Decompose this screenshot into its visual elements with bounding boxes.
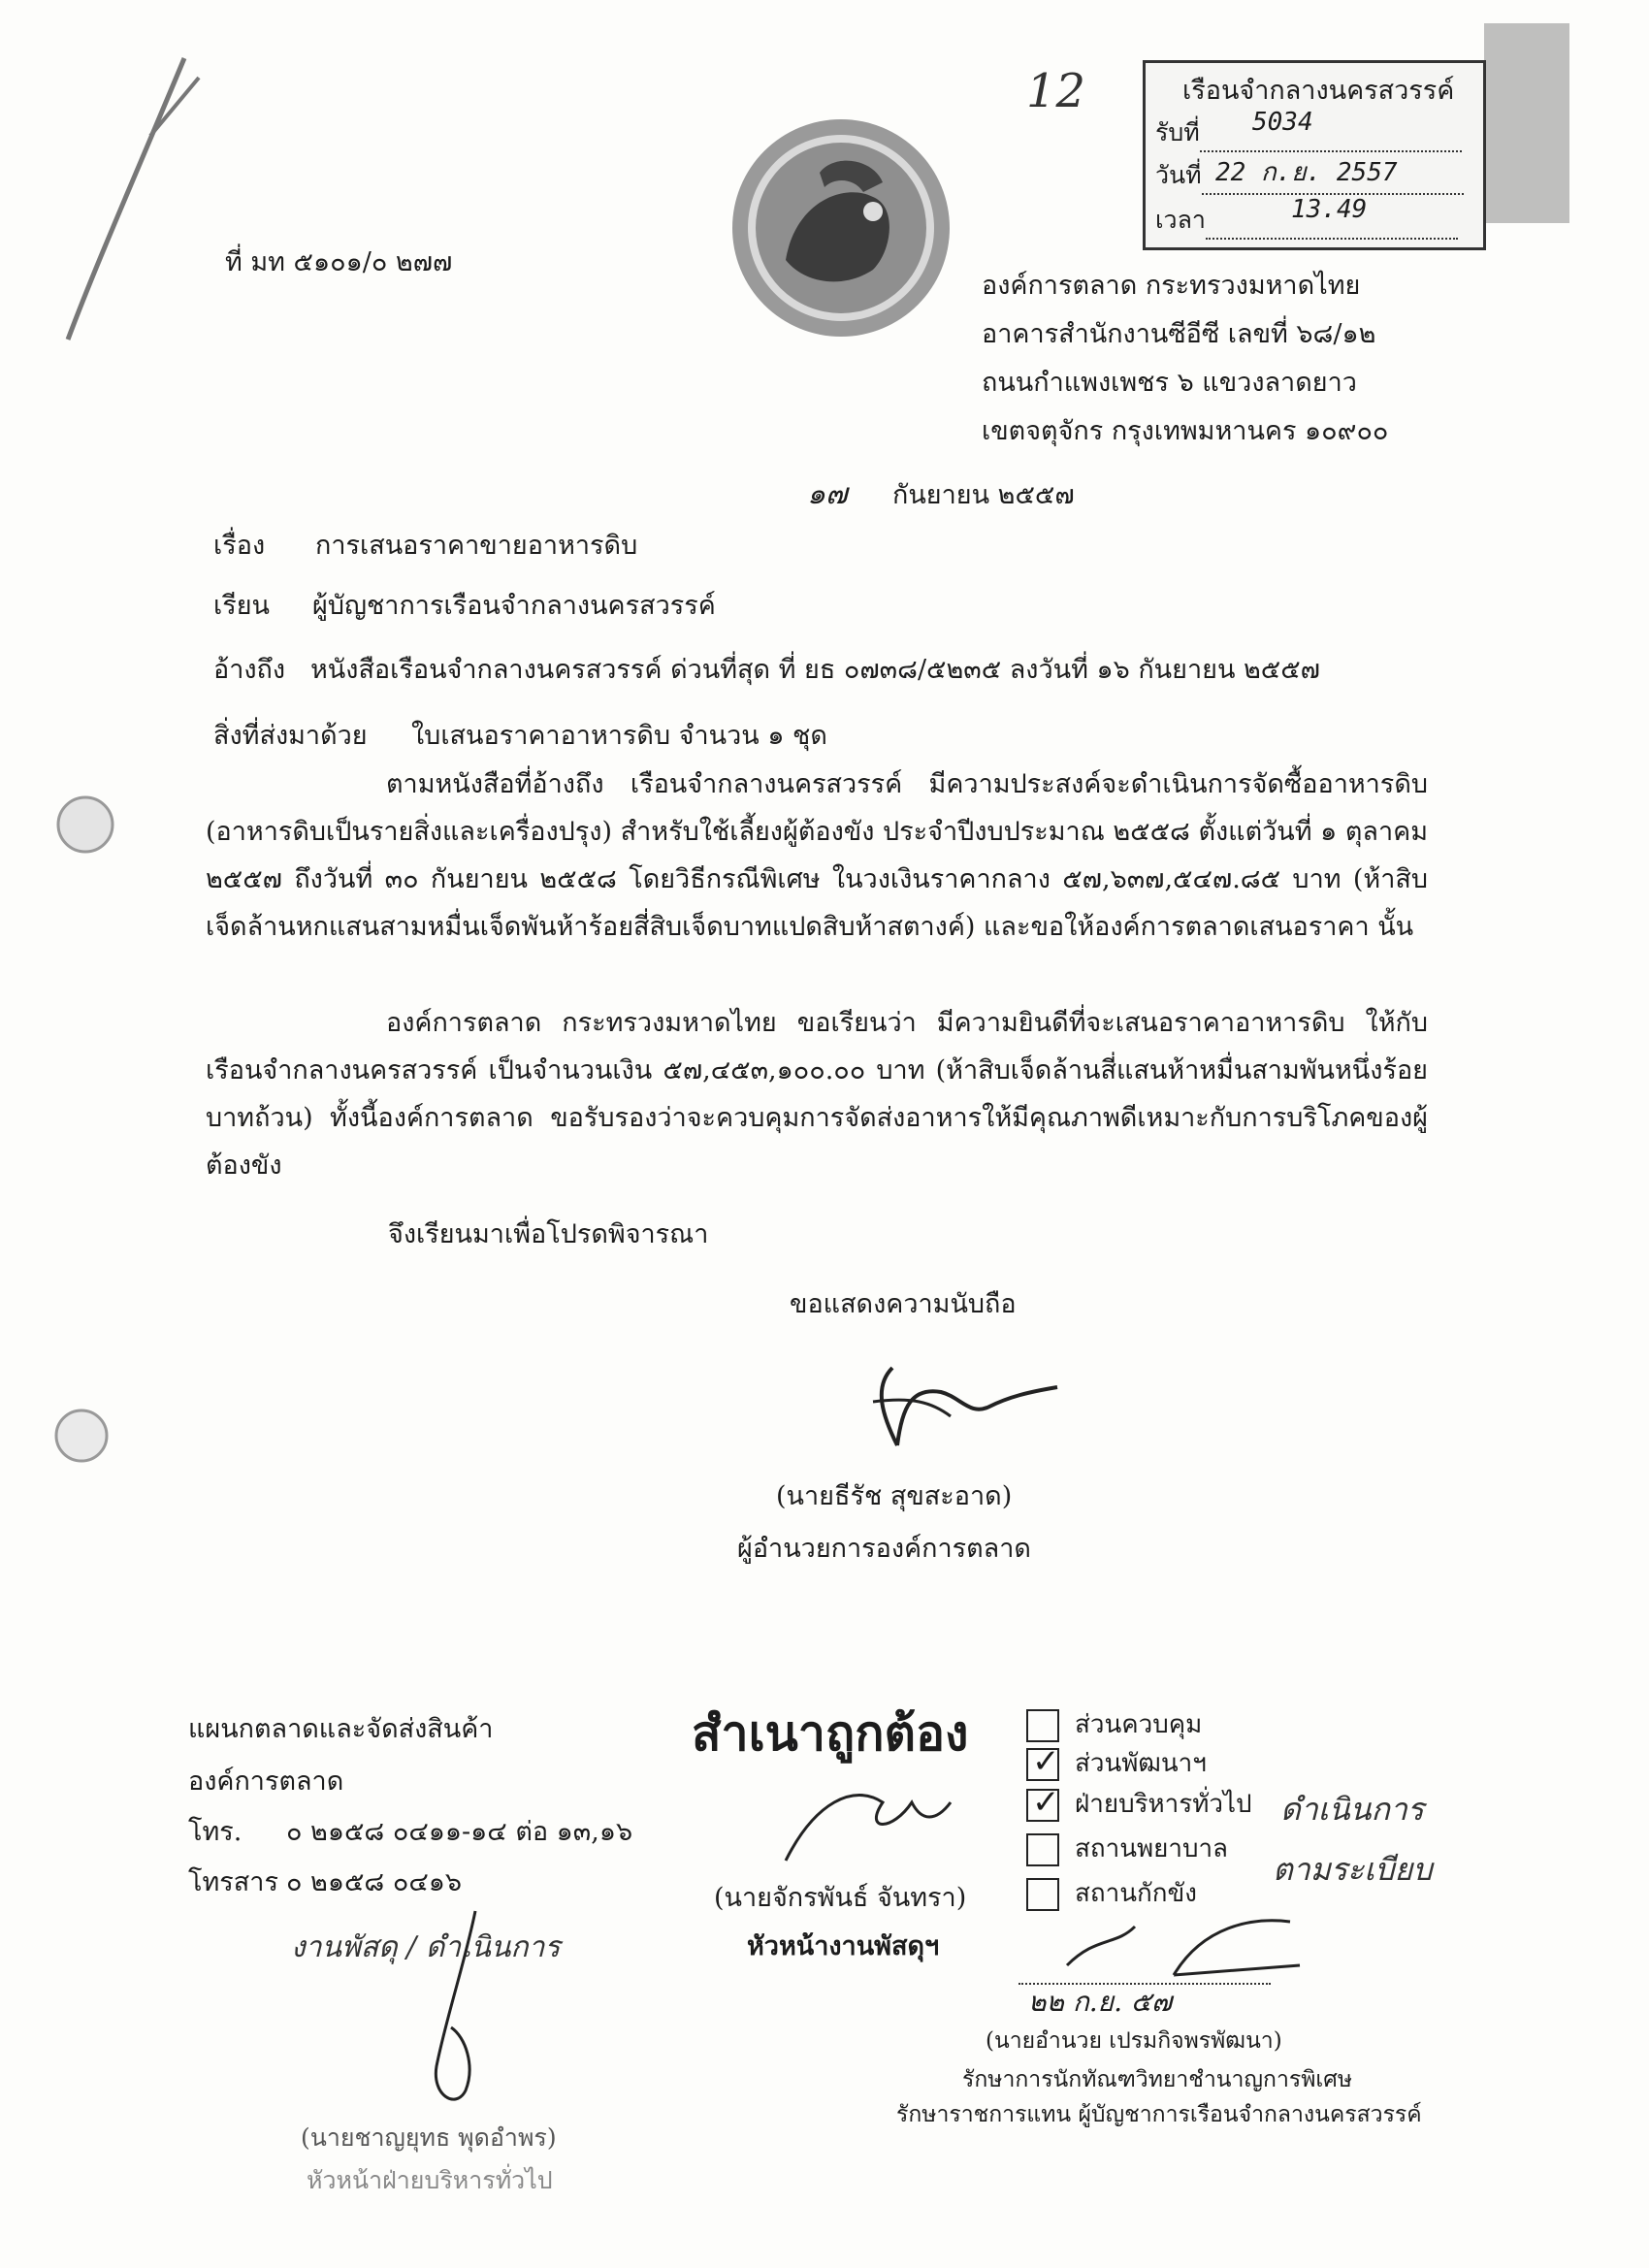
checkmark-icon: ✓ (1032, 1742, 1060, 1781)
stamp-time-label: เวลา (1155, 206, 1206, 234)
signature-approver (1057, 1907, 1310, 1985)
letter-date-day: ๑๗ (807, 477, 848, 511)
stamp-date-label: วันที่ (1155, 161, 1202, 189)
bottom-left-note: งานพัสดุ / ดำเนินการ (291, 1930, 561, 1964)
stamp-title: เรือนจำกลางนครสวรรค์ (1182, 76, 1455, 106)
contact-tel: ๐ ๒๑๕๘ ๐๔๑๑-๑๔ ต่อ ๑๓,๑๖ (286, 1817, 633, 1847)
hole-punch-mark (47, 786, 124, 863)
document-number: ที่ มท ๕๑๐๑/๐ ๒๗๗ (225, 247, 453, 277)
page-number: 12 (1026, 64, 1086, 118)
subject-text: การเสนอราคาขายอาหารดิบ (315, 531, 638, 561)
checkbox[interactable] (1026, 1709, 1059, 1742)
signer-title: ผู้อำนวยการองค์การตลาด (737, 1534, 1031, 1564)
letter-date: กันยายน ๒๕๕๗ (892, 480, 1075, 510)
contact-fax: ๐ ๒๑๕๘ ๐๔๑๖ (286, 1867, 463, 1897)
signature-director (854, 1348, 1077, 1474)
receipt-stamp (1143, 60, 1486, 250)
reference-text: หนังสือเรือนจำกลางนครสวรรค์ ด่วนที่สุด ที่ ยธ ๐๗๓๘/๕๒๓๕ ลงวันที่ ๑๖ กันยายน ๒๕๕๗ (310, 655, 1320, 685)
routing-item-development[interactable] (1026, 1742, 1207, 1783)
body-paragraph-2 (206, 999, 1428, 1189)
routing-item-label: สถานกักขัง (1075, 1879, 1197, 1908)
sender-line-2: อาคารสำนักงานซีอีซี เลขที่ ๖๘/๑๒ (982, 319, 1376, 349)
contact-organization: องค์การตลาด (188, 1766, 344, 1797)
regards-text: ขอแสดงความนับถือ (790, 1289, 1017, 1319)
routing-item-general-admin[interactable] (1026, 1783, 1252, 1824)
routing-item-infirmary[interactable] (1026, 1831, 1228, 1868)
sender-line-1: องค์การตลาด กระทรวงมหาดไทย (982, 271, 1361, 301)
admin-head-name: (นายชาญยุทธ พุดอำพร) (301, 2123, 557, 2152)
contact-tel-label: โทร. (188, 1817, 242, 1847)
checkbox[interactable] (1026, 1878, 1059, 1911)
body-paragraph-1-text: ตามหนังสือที่อ้างถึง เรือนจำกลางนครสวรรค์ มีความประสงค์จะดำเนินการจัดซื้ออาหารดิบ (อาหารดิบเป็นรายสิ่งและเครื่องปรุง) สำหรับใช้เลี้ยงผู้ต้องขัง ประจำปีงบประมาณ ๒๕๕๘ ตั้งแต่วันที่ ๑ ตุลาคม ๒๕๕๗ ถึงวันที่ ๓๐ กันยายน ๒๕๕๘ โดยวิธีกรณีพิเศษ ในวงเงินราคากลาง ๕๗,๖๓๗,๕๔๗.๘๕ บาท (ห้าสิบเจ็ดล้านหกแสนสามหมื่นเจ็ดพันห้าร้อยสี่สิบเจ็ดบาทแปดสิบห้าสตางค์) และขอให้องค์การตลาดเสนอราคา นั้น (206, 769, 1428, 942)
garuda-seal-icon (728, 114, 954, 341)
stamp-time-value: 13.49 (1291, 195, 1368, 224)
to-label: เรียน (213, 591, 271, 621)
signature-admin-head (407, 1901, 524, 2124)
contact-fax-label: โทรสาร (188, 1867, 278, 1897)
sender-line-3: ถนนกำแพงเพชร ๖ แขวงลาดยาว (982, 368, 1357, 398)
pen-stroke-mark (29, 19, 204, 349)
checkmark-icon: ✓ (1032, 1783, 1060, 1822)
routing-item-label: ส่วนพัฒนาฯ (1075, 1749, 1207, 1778)
enclosure-label: สิ่งที่ส่งมาด้วย (213, 721, 368, 751)
to-text: ผู้บัญชาการเรือนจำกลางนครสวรรค์ (312, 591, 716, 621)
routing-item-label: ฝ่ายบริหารทั่วไป (1075, 1790, 1252, 1819)
certified-copy-title: สำเนาถูกต้อง (692, 1705, 969, 1762)
signer-name: (นายธีรัช สุขสะอาด) (776, 1481, 1013, 1511)
subject-label: เรื่อง (213, 531, 266, 561)
checkbox[interactable] (1026, 1833, 1059, 1866)
routing-item-label: สถานพยาบาล (1075, 1834, 1228, 1863)
checkbox-checked[interactable] (1026, 1783, 1060, 1822)
routing-item-label: ส่วนควบคุม (1075, 1710, 1203, 1739)
approver-position-1: รักษาการนักทัณฑวิทยาชำนาญการพิเศษ (962, 2067, 1352, 2092)
enclosure-text: ใบเสนอราคาอาหารดิบ จำนวน ๑ ชุด (411, 721, 827, 751)
signature-certifier (766, 1764, 960, 1880)
stamp-receive-value: 5034 (1252, 108, 1313, 137)
routing-date-note: ๒๒ ก.ย. ๕๗ (1028, 1986, 1173, 2018)
contact-department: แผนกตลาดและจัดส่งสินค้า (188, 1714, 494, 1744)
scan-shadow-block (1484, 23, 1569, 223)
reference-label: อ้างถึง (213, 655, 286, 685)
checkbox-checked[interactable] (1026, 1742, 1060, 1781)
certifier-name: (นายจักรพันธ์ จันทรา) (714, 1883, 967, 1913)
stamp-date-value: 22 ก.ย. 2557 (1215, 158, 1398, 187)
hole-punch-mark (43, 1397, 120, 1474)
routing-note-line-1: ดำเนินการ (1280, 1791, 1424, 1828)
certifier-position: หัวหน้างานพัสดุฯ (747, 1931, 940, 1961)
routing-note-line-2: ตามระเบียบ (1273, 1851, 1433, 1888)
sender-line-4: เขตจตุจักร กรุงเทพมหานคร ๑๐๙๐๐ (982, 416, 1389, 446)
approver-position-2: รักษาราชการแทน ผู้บัญชาการเรือนจำกลางนครสวรรค์ (896, 2102, 1422, 2127)
routing-item-control[interactable] (1026, 1707, 1202, 1744)
stamp-receive-label: รับที่ (1155, 118, 1200, 146)
body-paragraph-2-text: องค์การตลาด กระทรวงมหาดไทย ขอเรียนว่า มีความยินดีที่จะเสนอราคาอาหารดิบ ให้กับเรือนจำกลางนครสวรรค์ เป็นจำนวนเงิน ๕๗,๔๕๓,๑๐๐.๐๐ บาท (ห้าสิบเจ็ดล้านสี่แสนห้าหมื่นสามพันหนึ่งร้อยบาทถ้วน) ทั้งนี้องค์การตลาด ขอรับรองว่าจะควบคุมการจัดส่งอาหารให้มีคุณภาพดีเหมาะกับการบริโภคของผู้ต้องขัง (206, 1008, 1428, 1181)
admin-head-position: หัวหน้าฝ่ายบริหารทั่วไป (307, 2166, 553, 2194)
closing-text: จึงเรียนมาเพื่อโปรดพิจารณา (388, 1219, 709, 1249)
body-paragraph-1 (206, 761, 1428, 951)
approver-name: (นายอำนวย เปรมกิจพรพัฒนา) (986, 2028, 1282, 2054)
